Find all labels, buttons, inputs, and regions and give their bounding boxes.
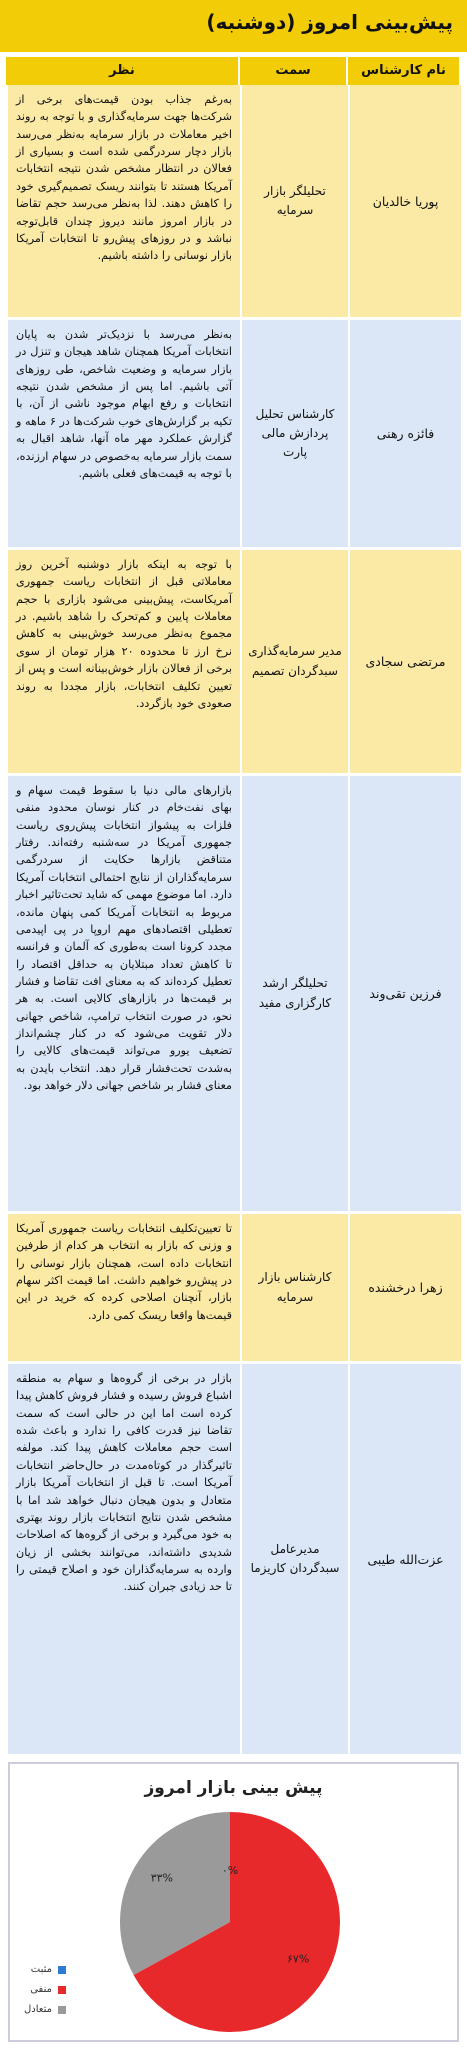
expert-view: بازار در برخی از گروه‌ها و سهام به منطقه اشباع فروش رسیده و فشار فروش کاهش پیدا کرده است اما این در حالی است که سمت تقاضا نیز قدرت کافی را ندارد و باعث شده است حجم معاملات کاهش پیدا کند. مولفه تاثیرگذار در کوتاه‌مدت در حال‌حاضر انتخابات آمریکا است. تا قبل از انتخابات آمریکا بازار متعادل و بدون هیجان دنبال خواهد شد اما با مشخص شدن نتایج انتخابات بازار روند بهتری به خود می‌گیرد و برخی از گروه‌ها که اصلاحات شدیدی داشته‌اند، می‌توانند بخشی از زیان وارده به سرمایه‌گذاران خود و اصلاح قیمتی را تا حد زیادی جبران کنند. (6, 1364, 240, 1754)
table-row (6, 776, 461, 1214)
expert-view: بازارهای مالی دنیا با سقوط قیمت سهام و بهای نفت‌خام در کنار نوسان محدود منفی فلزات به پیشواز انتخابات پیش‌روی ریاست جمهوری آمریکا در سه‌شنبه رفته‌اند. رفتار متناقض بازارها حکایت از سردرگمی سرمایه‌گذاران از نتایج احتمالی انتخابات آمریکا دارد. اما موضوع مهمی که شاید تحت‌تاثیر اخبار مربوط به انتخابات آمریکا کمی پنهان مانده، تعطیلی اقتصادهای مهم اروپا در پی اپیدمی مجدد کرونا است به‌طوری که آلمان و فرانسه تا کاهش تعداد مبتلایان به حداقل اقتصاد را تعطیل کرده‌اند که به معنای افت تقاضا و فشار بر قیمت‌ها در بازارهای کالایی است. به هر نحو، در صورت انتخاب ترامپ، شاخص جهانی دلار تقویت می‌شود که در کنار چشم‌انداز تضعیف یورو می‌تواند قیمت‌های کالایی را به‌شدت تحت‌فشار قرار دهد. انتخاب بایدن به معنای فشار بر شاخص جهانی دلار خواهد بود. (6, 776, 240, 1211)
expert-role: مدیرعامل سبدگردان کاریزما (240, 1364, 348, 1754)
expert-name: پوریا خالدیان (348, 85, 461, 317)
column-header-view: نظر (6, 57, 240, 85)
expert-role: کارشناس بازار سرمایه (240, 1214, 348, 1361)
expert-view: با توجه به اینکه بازار دوشنبه آخرین روز معاملاتی قبل از انتخابات ریاست جمهوری آمریکاست، پیش‌بینی می‌شود بازاری با حجم معاملات پایین و کم‌تحرک را شاهد باشیم. در مجموع به‌نظر می‌رسد خوش‌بینی به کاهش نرخ ارز تا محدوده ۲۰ هزار تومان از سوی برخی از فعالان بازار خوش‌بینانه است و پس از تعیین تکلیف انتخابات، بازار مجددا به روند صعودی خود بازگردد. (6, 550, 240, 773)
title-bar (0, 0, 467, 55)
legend-label-balanced: متعادل (24, 2004, 52, 2015)
forecast-table (6, 57, 461, 1757)
column-header-name: نام کارشناس (348, 57, 461, 85)
legend-item-negative (24, 1984, 66, 1995)
chart-title: پیش بینی بازار امروز (144, 1778, 323, 1798)
expert-role: تحلیلگر بازار سرمایه (240, 85, 348, 317)
expert-view: تا تعیین‌تکلیف انتخابات ریاست جمهوری آمریکا و وزنی که بازار به انتخاب هر کدام از طرفین انتخابات داده است، همچنان بازار نوسانی را در پیش‌رو خواهیم داشت. اما قیمت اکثر سهام بازار، آنچنان اصلاحی کرده که خرید در این قیمت‌ها واقعا ریسک کمی دارد. (6, 1214, 240, 1361)
expert-name: مرتضی سجادی (348, 550, 461, 773)
column-header-role: سمت (240, 57, 348, 85)
legend-swatch-positive (58, 1966, 66, 1974)
legend-item-balanced (24, 2004, 66, 2015)
expert-name: عزت‌الله طیبی (348, 1364, 461, 1754)
pie-label-negative: ۶۷% (287, 1952, 310, 1966)
expert-role: تحلیلگر ارشد کارگزاری مفید (240, 776, 348, 1211)
pie-slices (120, 1812, 340, 2032)
expert-name: زهرا درخشنده (348, 1214, 461, 1361)
table-row (6, 85, 461, 320)
legend-label-positive: مثبت (30, 1964, 52, 1975)
expert-view: به‌رغم جذاب بودن قیمت‌های برخی از شرکت‌ها جهت سرمایه‌گذاری و با توجه به روند اخیر معاملات در بازار سرمایه به‌نظر می‌رسد بازار دچار سردرگمی شده است و بسیاری از فعالان در انتظار مشخص شدن نتیجه انتخابات آمریکا هستند تا بتوانند ریسک تصمیم‌گیری خود را کاهش دهند. لذا به‌نظر می‌رسد حجم تقاضا در بازار امروز مانند دیروز چندان قابل‌توجه نباشد و در روزهای پیش‌رو تا انتخابات آمریکا بازار نوسانی را داشته باشیم. (6, 85, 240, 317)
pie-label-balanced: ۳۳% (150, 1871, 173, 1885)
legend-item-positive (24, 1964, 66, 1975)
page-title: پیش‌بینی امروز (دوشنبه) (206, 10, 453, 34)
pie-label-positive: ۰% (221, 1863, 239, 1877)
chart-legend (24, 1964, 66, 2024)
expert-view: به‌نظر می‌رسد با نزدیک‌تر شدن به پایان انتخابات آمریکا همچنان شاهد هیجان و تنزل در بازار سرمایه و وضعیت شاخص، طی روزهای آتی باشیم. اما پس از مشخص شدن نتیجه انتخابات و رفع ابهام موجود ناشی از آن، با تکیه بر گزارش‌های خوب شرکت‌ها در ۶ ماهه و گزارش عملکرد مهر ماه آنها، شاهد اقبال به سمت بازار سرمایه به‌خصوص در سهام ارزنده، با توجه به قیمت‌های فعلی باشیم. (6, 320, 240, 547)
legend-swatch-negative (58, 1986, 66, 1994)
legend-swatch-balanced (58, 2006, 66, 2014)
table-row (6, 550, 461, 776)
legend-label-negative: منفی (30, 1984, 52, 1995)
pie-chart (10, 1764, 457, 2040)
expert-role: کارشناس تحلیل پردازش مالی پارت (240, 320, 348, 547)
expert-role: مدیر سرمایه‌گذاری سبدگردان تصمیم (240, 550, 348, 773)
table-row (6, 320, 461, 550)
pie-chart-panel (8, 1762, 459, 2042)
expert-name: فائزه رهنی (348, 320, 461, 547)
table-row (6, 1364, 461, 1757)
expert-name: فرزین تقی‌وند (348, 776, 461, 1211)
table-row (6, 1214, 461, 1364)
